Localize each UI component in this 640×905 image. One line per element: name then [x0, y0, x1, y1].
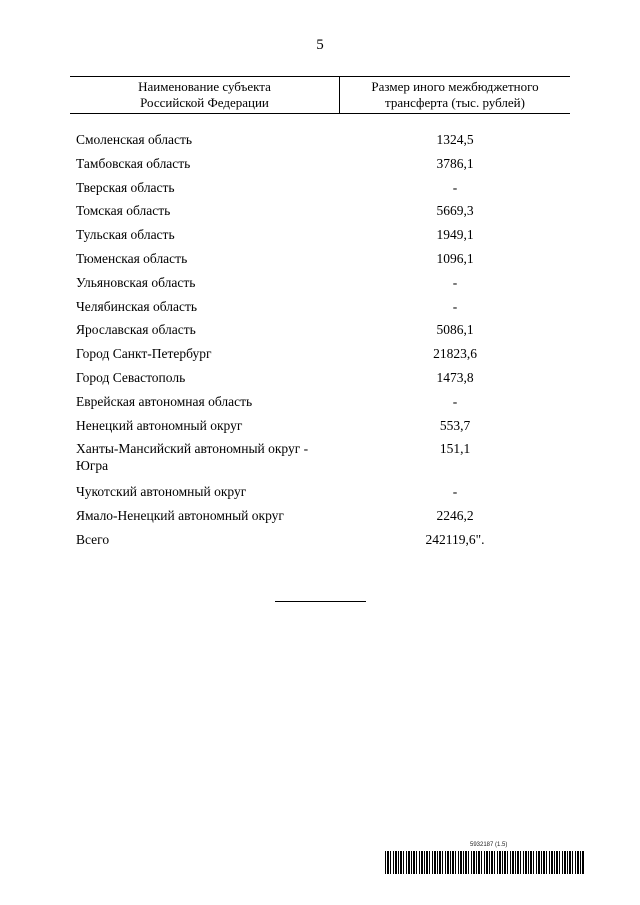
subject-name-cell: Ненецкий автономный округ — [76, 417, 243, 433]
transfer-amount-cell: 5669,3 — [436, 203, 474, 219]
transfer-table — [70, 76, 570, 552]
transfer-amount-cell: 5086,1 — [436, 322, 474, 338]
subject-name-cell: Тюменская область — [76, 250, 188, 266]
transfer-amount-cell: 242119,6". — [425, 531, 485, 547]
subject-name-cell: Ямало-Ненецкий автономный округ — [76, 508, 284, 524]
transfer-amount-cell: - — [452, 179, 458, 195]
subject-name-cell: Челябинская область — [76, 298, 198, 314]
transfer-amount-cell: 1324,5 — [436, 132, 474, 147]
page-number: 5 — [316, 37, 324, 53]
transfer-amount-cell: - — [452, 274, 458, 290]
subject-name-cell: Смоленская область — [76, 132, 193, 147]
subject-name-cell: Город Севастополь — [76, 369, 186, 385]
transfer-amount-cell: 3786,1 — [436, 155, 474, 171]
subject-name-cell: Ханты-Мансийский автономный округ - Югра — [76, 441, 309, 474]
barcode — [385, 851, 585, 874]
transfer-amount-cell: 21823,6 — [433, 346, 477, 362]
transfer-amount-cell: 151,1 — [439, 441, 471, 457]
table-row — [70, 528, 570, 552]
header-amount-line2: трансферта (тыс. рублей) — [385, 95, 525, 110]
header-transfer-amount — [340, 77, 570, 113]
subject-name-cell: Еврейская автономная область — [76, 393, 253, 409]
header-subject-line2: Российской Федерации — [140, 95, 269, 110]
subject-name-cell: Ярославская область — [76, 322, 196, 338]
header-amount-line1: Размер иного межбюджетного — [371, 79, 539, 94]
table-row — [70, 128, 570, 152]
table-row — [70, 271, 570, 295]
subject-name-cell: Томская область — [76, 203, 171, 219]
transfer-amount-cell: 1096,1 — [436, 250, 474, 266]
transfer-amount-cell: 2246,2 — [436, 508, 474, 524]
transfer-amount-cell: 1473,8 — [436, 369, 474, 385]
header-subject-line1: Наименование субъекта — [138, 79, 271, 94]
table-row — [70, 437, 570, 480]
subject-name-cell: Тамбовская область — [76, 155, 191, 171]
transfer-amount-cell: 553,7 — [439, 417, 471, 433]
table-row — [70, 223, 570, 247]
table-row — [70, 152, 570, 176]
transfer-amount-cell: 1949,1 — [436, 227, 474, 243]
table-row — [70, 480, 570, 504]
subject-name-cell: Тверская область — [76, 179, 175, 195]
table-row — [70, 366, 570, 390]
table-row — [70, 176, 570, 200]
transfer-amount-cell: - — [452, 393, 458, 409]
table-row — [70, 504, 570, 528]
subject-name-cell: Ульяновская область — [76, 274, 196, 290]
table-row — [70, 318, 570, 342]
table-row — [70, 199, 570, 223]
subject-name-cell: Чукотский автономный округ — [76, 484, 247, 500]
table-header — [70, 76, 570, 114]
table-body — [70, 128, 570, 552]
closing-divider — [275, 601, 366, 602]
table-row — [70, 390, 570, 414]
table-row — [70, 247, 570, 271]
document-code: 5932187 (1.5) — [470, 842, 508, 848]
table-row — [70, 342, 570, 366]
subject-name-cell: Город Санкт-Петербург — [76, 346, 212, 362]
subject-name-cell: Всего — [76, 531, 110, 547]
transfer-amount-cell: - — [452, 484, 458, 500]
subject-name-cell: Тульская область — [76, 227, 175, 243]
table-row — [70, 414, 570, 438]
transfer-amount-cell: - — [452, 298, 458, 314]
table-row — [70, 295, 570, 319]
header-subject-name — [70, 77, 340, 113]
